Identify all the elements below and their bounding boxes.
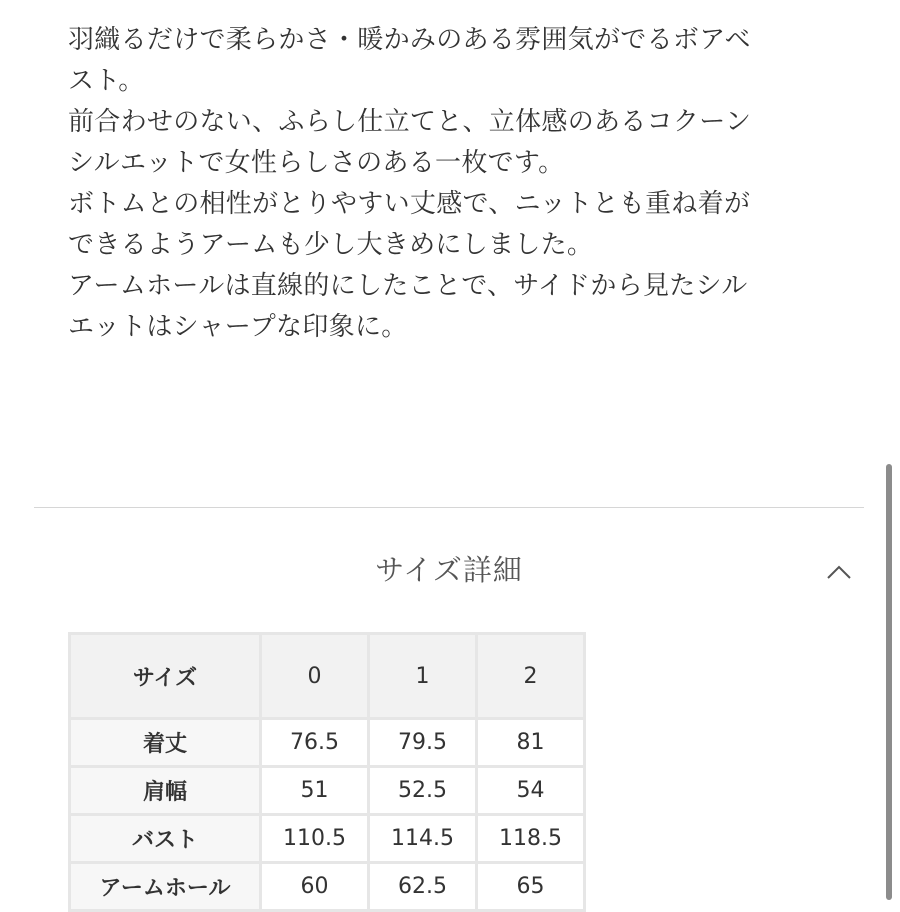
chevron-up-icon[interactable] [826,564,842,580]
size-table [68,632,586,912]
table-row [71,768,583,813]
description-line: アームホールは直線的にしたことで、サイドから見たシル [68,271,748,301]
table-cell: 51 [262,768,367,813]
table-row [71,864,583,909]
description-line: エットはシャープな印象に。 [68,312,408,342]
size-header-label: サイズ [71,635,259,717]
table-row [71,816,583,861]
table-row [71,720,583,765]
row-label: 着丈 [71,720,259,765]
table-cell: 60 [262,864,367,909]
table-cell: 81 [478,720,583,765]
row-label: 肩幅 [71,768,259,813]
table-header-row [71,635,583,717]
description-line: 羽織るだけで柔らかさ・暖かみのある雰囲気がでるボアベ [68,25,751,55]
table-cell: 65 [478,864,583,909]
table-cell: 114.5 [370,816,475,861]
row-label: バスト [71,816,259,861]
size-details-title: サイズ詳細 [375,553,523,587]
table-cell: 110.5 [262,816,367,861]
size-column-header: 2 [478,635,583,717]
description-line: ボトムとの相性がとりやすい丈感で、ニットとも重ね着が [68,189,751,219]
description-line: 前合わせのない、ふらし仕立てと、立体感のあるコクーン [68,107,752,137]
table-cell: 76.5 [262,720,367,765]
table-cell: 52.5 [370,768,475,813]
size-column-header: 1 [370,635,475,717]
description-line: シルエットで女性らしさのある一枚です。 [68,148,565,178]
row-label: アームホール [71,864,259,909]
size-column-header: 0 [262,635,367,717]
product-description [68,20,828,348]
description-line: できるようアームも少し大きめにしました。 [68,230,594,260]
table-cell: 62.5 [370,864,475,909]
description-line: スト。 [68,66,145,96]
size-details-accordion-header[interactable] [34,508,864,628]
table-cell: 54 [478,768,583,813]
scrollbar-thumb[interactable] [886,464,892,900]
table-cell: 118.5 [478,816,583,861]
table-cell: 79.5 [370,720,475,765]
